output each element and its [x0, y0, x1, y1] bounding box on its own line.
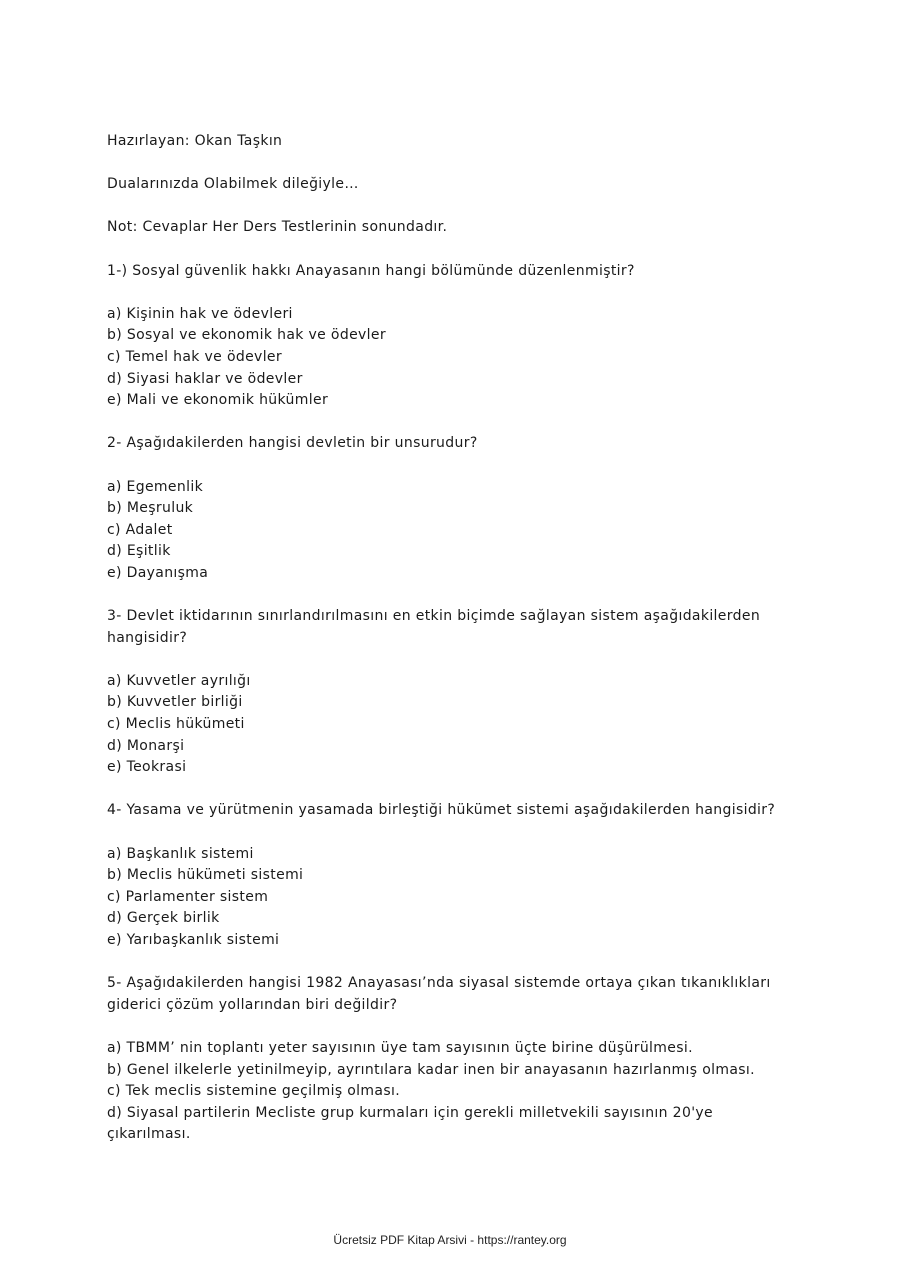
question-3-text: 3- Devlet iktidarının sınırlandırılmasını en etkin biçimde sağlayan sistem aşağıdakilerden hangisidir? [107, 608, 761, 646]
question-3-option-c: c) Meclis hükümeti [107, 716, 245, 733]
question-4-option-e: e) Yarıbaşkanlık sistemi [107, 931, 280, 948]
document-body [107, 131, 797, 1146]
question-5-option-c: c) Tek meclis sistemine geçilmiş olması. [107, 1083, 401, 1100]
dedication-line: Dualarınızda Olabilmek dileğiyle… [107, 176, 359, 193]
question-1-option-d: d) Siyasi haklar ve ödevler [107, 370, 303, 387]
question-5-text: 5- Aşağıdakilerden hangisi 1982 Anayasası’nda siyasal sistemde ortaya çıkan tıkanıklıkları giderici çözüm yollarından biri değildir? [107, 975, 771, 1013]
question-1-option-b: b) Sosyal ve ekonomik hak ve ödevler [107, 327, 386, 344]
footer-text: Ücretsiz PDF Kitap Arsivi - https://rantey.org [333, 1233, 567, 1247]
question-1-option-a: a) Kişinin hak ve ödevleri [107, 305, 293, 322]
question-4-text: 4- Yasama ve yürütmenin yasamada birleştiği hükümet sistemi aşağıdakilerden hangisidir? [107, 802, 776, 819]
question-3-option-d: d) Monarşi [107, 737, 185, 754]
question-2-option-e: e) Dayanışma [107, 564, 209, 581]
question-1-text: 1-) Sosyal güvenlik hakkı Anayasanın hangi bölümünde düzenlenmiştir? [107, 262, 635, 279]
question-2-text: 2- Aşağıdakilerden hangisi devletin bir unsurudur? [107, 435, 478, 452]
question-4-option-b: b) Meclis hükümeti sistemi [107, 867, 304, 884]
question-4-option-d: d) Gerçek birlik [107, 910, 220, 927]
note-line: Not: Cevaplar Her Ders Testlerinin sonundadır. [107, 219, 448, 236]
question-2-option-b: b) Meşruluk [107, 500, 194, 517]
question-5-option-b: b) Genel ilkelerle yetinilmeyip, ayrıntılara kadar inen bir anayasanın hazırlanmış olması. [107, 1061, 755, 1078]
question-3-option-e: e) Teokrasi [107, 759, 187, 776]
question-2-option-d: d) Eşitlik [107, 543, 171, 560]
question-1-option-e: e) Mali ve ekonomik hükümler [107, 392, 329, 409]
question-5-option-a: a) TBMM’ nin toplantı yeter sayısının üye tam sayısının üçte birine düşürülmesi. [107, 1039, 693, 1056]
question-1-option-c: c) Temel hak ve ödevler [107, 348, 283, 365]
question-5-option-d: d) Siyasal partilerin Mecliste grup kurmaları için gerekli milletvekili sayısının 20'ye çıkarılması. [107, 1104, 713, 1143]
author-line: Hazırlayan: Okan Taşkın [107, 133, 283, 149]
question-3-option-a: a) Kuvvetler ayrılığı [107, 672, 251, 689]
question-2-option-c: c) Adalet [107, 521, 173, 538]
question-2-option-a: a) Egemenlik [107, 478, 204, 495]
question-4-option-a: a) Başkanlık sistemi [107, 845, 254, 862]
question-3-option-b: b) Kuvvetler birliği [107, 694, 243, 711]
question-4-option-c: c) Parlamenter sistem [107, 888, 269, 905]
